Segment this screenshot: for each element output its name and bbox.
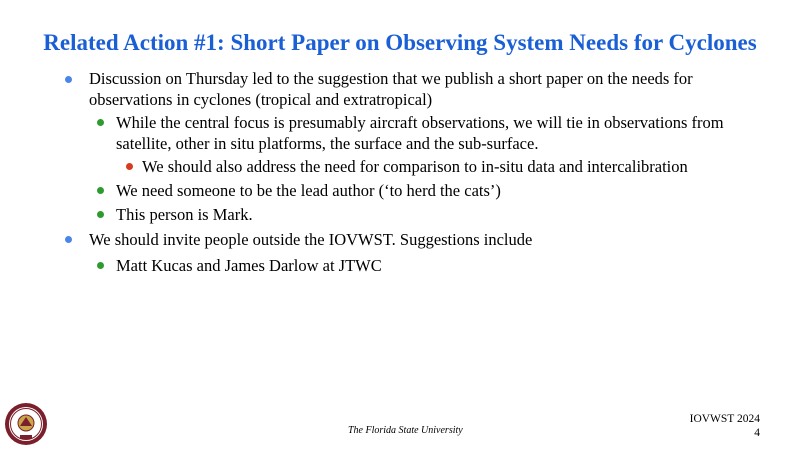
fsu-seal-icon bbox=[4, 402, 48, 446]
bullet-line: We need someone to be the lead author (‘to herd the cats’) bbox=[116, 181, 501, 200]
bullet-item bbox=[89, 68, 779, 110]
bullet-line: We should also address the need for comparison to in-situ data and intercalibration bbox=[142, 157, 688, 176]
page-number: 4 bbox=[754, 427, 760, 439]
level2-bullet-icon bbox=[97, 211, 104, 218]
level1-bullet-icon bbox=[65, 236, 72, 243]
footer-right bbox=[690, 412, 760, 440]
slide-title: Related Action #1: Short Paper on Observing System Needs for Cyclones bbox=[43, 30, 757, 55]
bullet-line: We should invite people outside the IOVWST. Suggestions include bbox=[89, 230, 533, 249]
level2-bullet-icon bbox=[97, 262, 104, 269]
bullet-item bbox=[89, 229, 779, 250]
bullet-item bbox=[116, 204, 786, 225]
level2-bullet-icon bbox=[97, 187, 104, 194]
bullet-line: satellite, other in situ platforms, the surface and the sub-surface. bbox=[116, 134, 539, 153]
bullet-item bbox=[116, 180, 786, 201]
bullet-line: This person is Mark. bbox=[116, 205, 253, 224]
level3-bullet-icon bbox=[126, 163, 133, 170]
bullet-line: While the central focus is presumably aircraft observations, we will tie in observations from bbox=[116, 113, 724, 132]
level1-bullet-icon bbox=[65, 76, 72, 83]
bullet-item bbox=[116, 255, 786, 276]
university-name: The Florida State University bbox=[348, 425, 463, 436]
conference-name: IOVWST 2024 bbox=[689, 413, 760, 425]
bullet-line: Matt Kucas and James Darlow at JTWC bbox=[116, 256, 382, 275]
level2-bullet-icon bbox=[97, 119, 104, 126]
bullet-item bbox=[142, 156, 782, 177]
bullet-line: Discussion on Thursday led to the suggestion that we publish a short paper on the needs for bbox=[89, 69, 693, 88]
bullet-item bbox=[116, 112, 786, 154]
bullet-line: observations in cyclones (tropical and extratropical) bbox=[89, 90, 433, 109]
